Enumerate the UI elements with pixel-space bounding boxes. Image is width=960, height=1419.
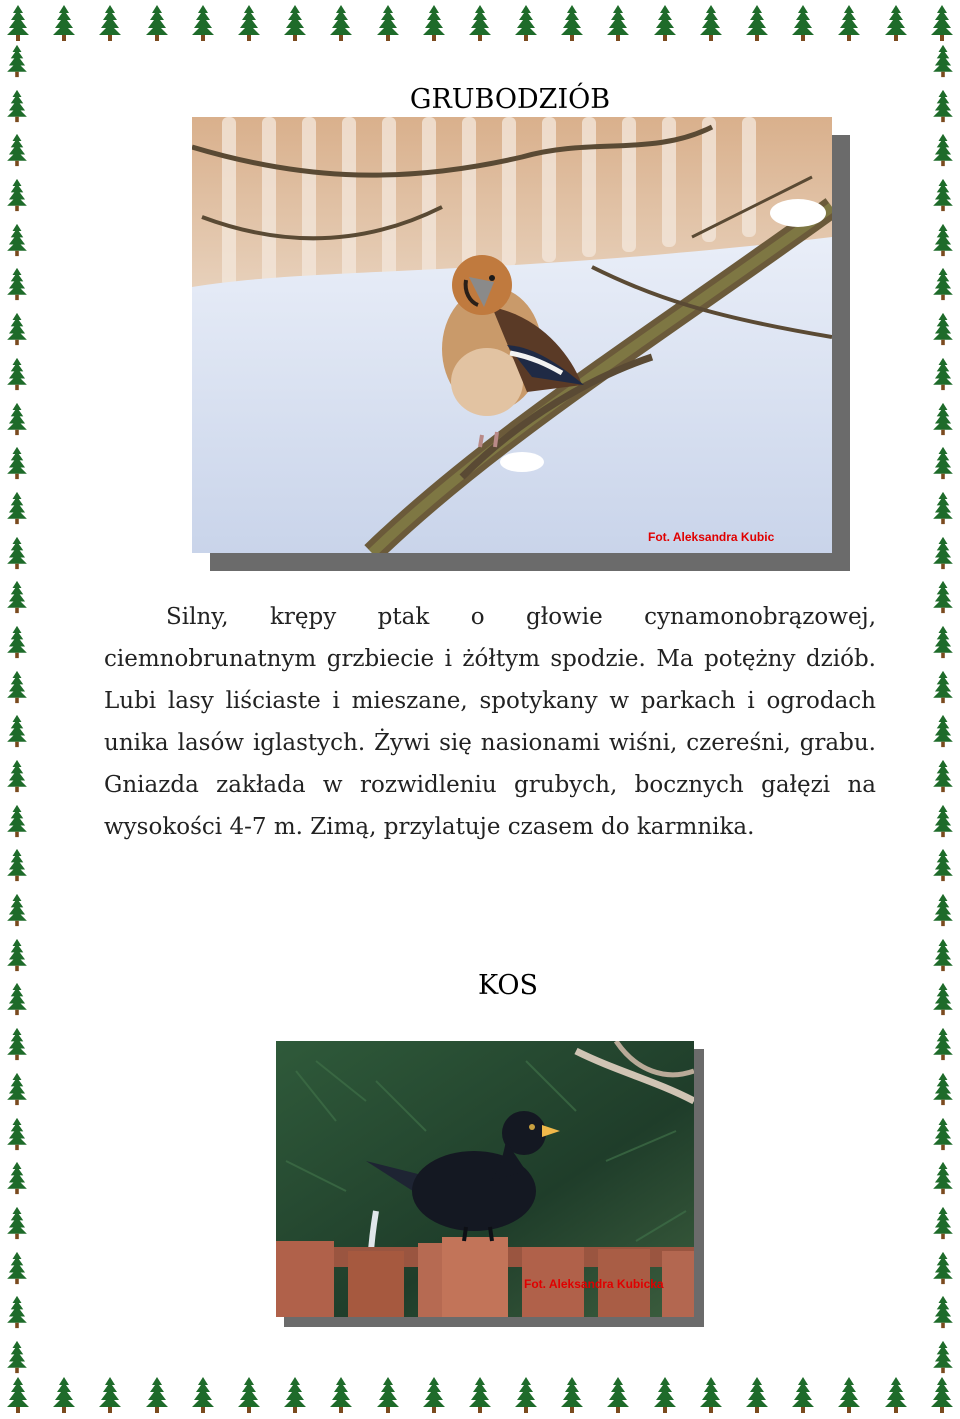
pine-tree-icon [237, 4, 261, 42]
pine-tree-icon [932, 491, 954, 525]
pine-tree-icon [468, 1376, 492, 1414]
pine-tree-icon [329, 1376, 353, 1414]
pine-tree-icon [932, 178, 954, 212]
pine-tree-icon [606, 1376, 630, 1414]
photo-credit-2: Fot. Aleksandra Kubicka [524, 1277, 664, 1291]
pine-tree-icon [6, 848, 28, 882]
pine-tree-icon [6, 133, 28, 167]
pine-tree-icon [145, 1376, 169, 1414]
pine-tree-icon [932, 357, 954, 391]
pine-tree-icon [329, 4, 353, 42]
pine-tree-icon [6, 580, 28, 614]
pine-tree-icon [283, 1376, 307, 1414]
pine-tree-icon [6, 89, 28, 123]
pine-tree-icon [932, 44, 954, 78]
pine-tree-icon [6, 4, 30, 42]
pine-tree-icon [932, 804, 954, 838]
pine-tree-icon [932, 938, 954, 972]
pine-tree-icon [932, 1161, 954, 1195]
photo-kos [276, 1041, 706, 1329]
pine-tree-icon [6, 446, 28, 480]
pine-tree-icon [6, 982, 28, 1016]
pine-tree-icon [52, 4, 76, 42]
pine-tree-icon [932, 1117, 954, 1151]
pine-tree-icon [6, 491, 28, 525]
pine-tree-icon [514, 1376, 538, 1414]
pine-tree-icon [837, 4, 861, 42]
pine-tree-icon [6, 44, 28, 78]
pine-tree-icon [932, 402, 954, 436]
pine-tree-icon [6, 625, 28, 659]
hawfinch-illustration [192, 117, 832, 553]
pine-tree-icon [6, 1251, 28, 1285]
pine-tree-icon [932, 580, 954, 614]
pine-tree-icon [932, 312, 954, 346]
pine-tree-icon [6, 1072, 28, 1106]
pine-tree-icon [560, 1376, 584, 1414]
border-right [930, 44, 956, 1374]
pine-tree-icon [6, 357, 28, 391]
pine-tree-icon [930, 1376, 954, 1414]
pine-tree-icon [376, 1376, 400, 1414]
section-title-grubodziob: GRUBODZIÓB [409, 84, 611, 115]
pine-tree-icon [932, 1295, 954, 1329]
description-grubodziob [104, 596, 876, 848]
pine-tree-icon [6, 759, 28, 793]
blackbird-illustration [276, 1041, 694, 1317]
pine-tree-icon [191, 4, 215, 42]
pine-tree-icon [699, 4, 723, 42]
pine-tree-icon [745, 4, 769, 42]
pine-tree-icon [791, 4, 815, 42]
pine-tree-icon [932, 759, 954, 793]
pine-tree-icon [560, 4, 584, 42]
pine-tree-icon [422, 1376, 446, 1414]
pine-tree-icon [653, 4, 677, 42]
pine-tree-icon [376, 4, 400, 42]
pine-tree-icon [6, 1206, 28, 1240]
pine-tree-icon [6, 804, 28, 838]
pine-tree-icon [884, 1376, 908, 1414]
border-top [0, 4, 960, 44]
pine-tree-icon [932, 670, 954, 704]
pine-tree-icon [6, 536, 28, 570]
pine-tree-icon [932, 1027, 954, 1061]
pine-tree-icon [98, 4, 122, 42]
pine-tree-icon [191, 1376, 215, 1414]
photo-grubodziob [192, 117, 852, 573]
pine-tree-icon [791, 1376, 815, 1414]
pine-tree-icon [932, 446, 954, 480]
pine-tree-icon [932, 848, 954, 882]
pine-tree-icon [6, 267, 28, 301]
pine-tree-icon [6, 1376, 30, 1414]
pine-tree-icon [932, 1340, 954, 1374]
pine-tree-icon [422, 4, 446, 42]
pine-tree-icon [932, 536, 954, 570]
pine-tree-icon [745, 1376, 769, 1414]
pine-tree-icon [98, 1376, 122, 1414]
pine-tree-icon [514, 4, 538, 42]
pine-tree-icon [6, 714, 28, 748]
photo-credit-1: Fot. Aleksandra Kubic [648, 530, 775, 544]
pine-tree-icon [6, 1340, 28, 1374]
pine-tree-icon [932, 267, 954, 301]
section-title-kos: KOS [477, 970, 539, 1001]
pine-tree-icon [653, 1376, 677, 1414]
pine-tree-icon [932, 133, 954, 167]
pine-tree-icon [6, 178, 28, 212]
pine-tree-icon [6, 1161, 28, 1195]
pine-tree-icon [6, 1117, 28, 1151]
pine-tree-icon [884, 4, 908, 42]
pine-tree-icon [932, 1072, 954, 1106]
pine-tree-icon [468, 4, 492, 42]
pine-tree-icon [699, 1376, 723, 1414]
pine-tree-icon [283, 4, 307, 42]
border-bottom [0, 1376, 960, 1416]
pine-tree-icon [237, 1376, 261, 1414]
pine-tree-icon [6, 402, 28, 436]
pine-tree-icon [837, 1376, 861, 1414]
pine-tree-icon [932, 625, 954, 659]
pine-tree-icon [6, 223, 28, 257]
pine-tree-icon [932, 1251, 954, 1285]
border-left [4, 44, 30, 1374]
description-paragraph: Silny, krępy ptak o głowie cynamonobrązowej, ciemnobrunatnym grzbiecie i żółtym spodzie. Ma potężny dziób. Lubi lasy liściaste i mieszane, spotykany w parkach i ogrodach unika lasów iglastych. Żywi się nasionami wiśni, czereśni, grabu. Gniazda zakłada w rozwidleniu grubych, bocznych gałęzi na wysokości 4-7 m. Zimą, przylatuje czasem do karmnika. [104, 604, 876, 840]
pine-tree-icon [6, 312, 28, 346]
pine-tree-icon [6, 670, 28, 704]
pine-tree-icon [6, 938, 28, 972]
pine-tree-icon [145, 4, 169, 42]
pine-tree-icon [932, 714, 954, 748]
pine-tree-icon [932, 223, 954, 257]
pine-tree-icon [932, 1206, 954, 1240]
pine-tree-icon [6, 1295, 28, 1329]
pine-tree-icon [6, 1027, 28, 1061]
pine-tree-icon [6, 893, 28, 927]
pine-tree-icon [930, 4, 954, 42]
pine-tree-icon [52, 1376, 76, 1414]
pine-tree-icon [932, 893, 954, 927]
pine-tree-icon [606, 4, 630, 42]
